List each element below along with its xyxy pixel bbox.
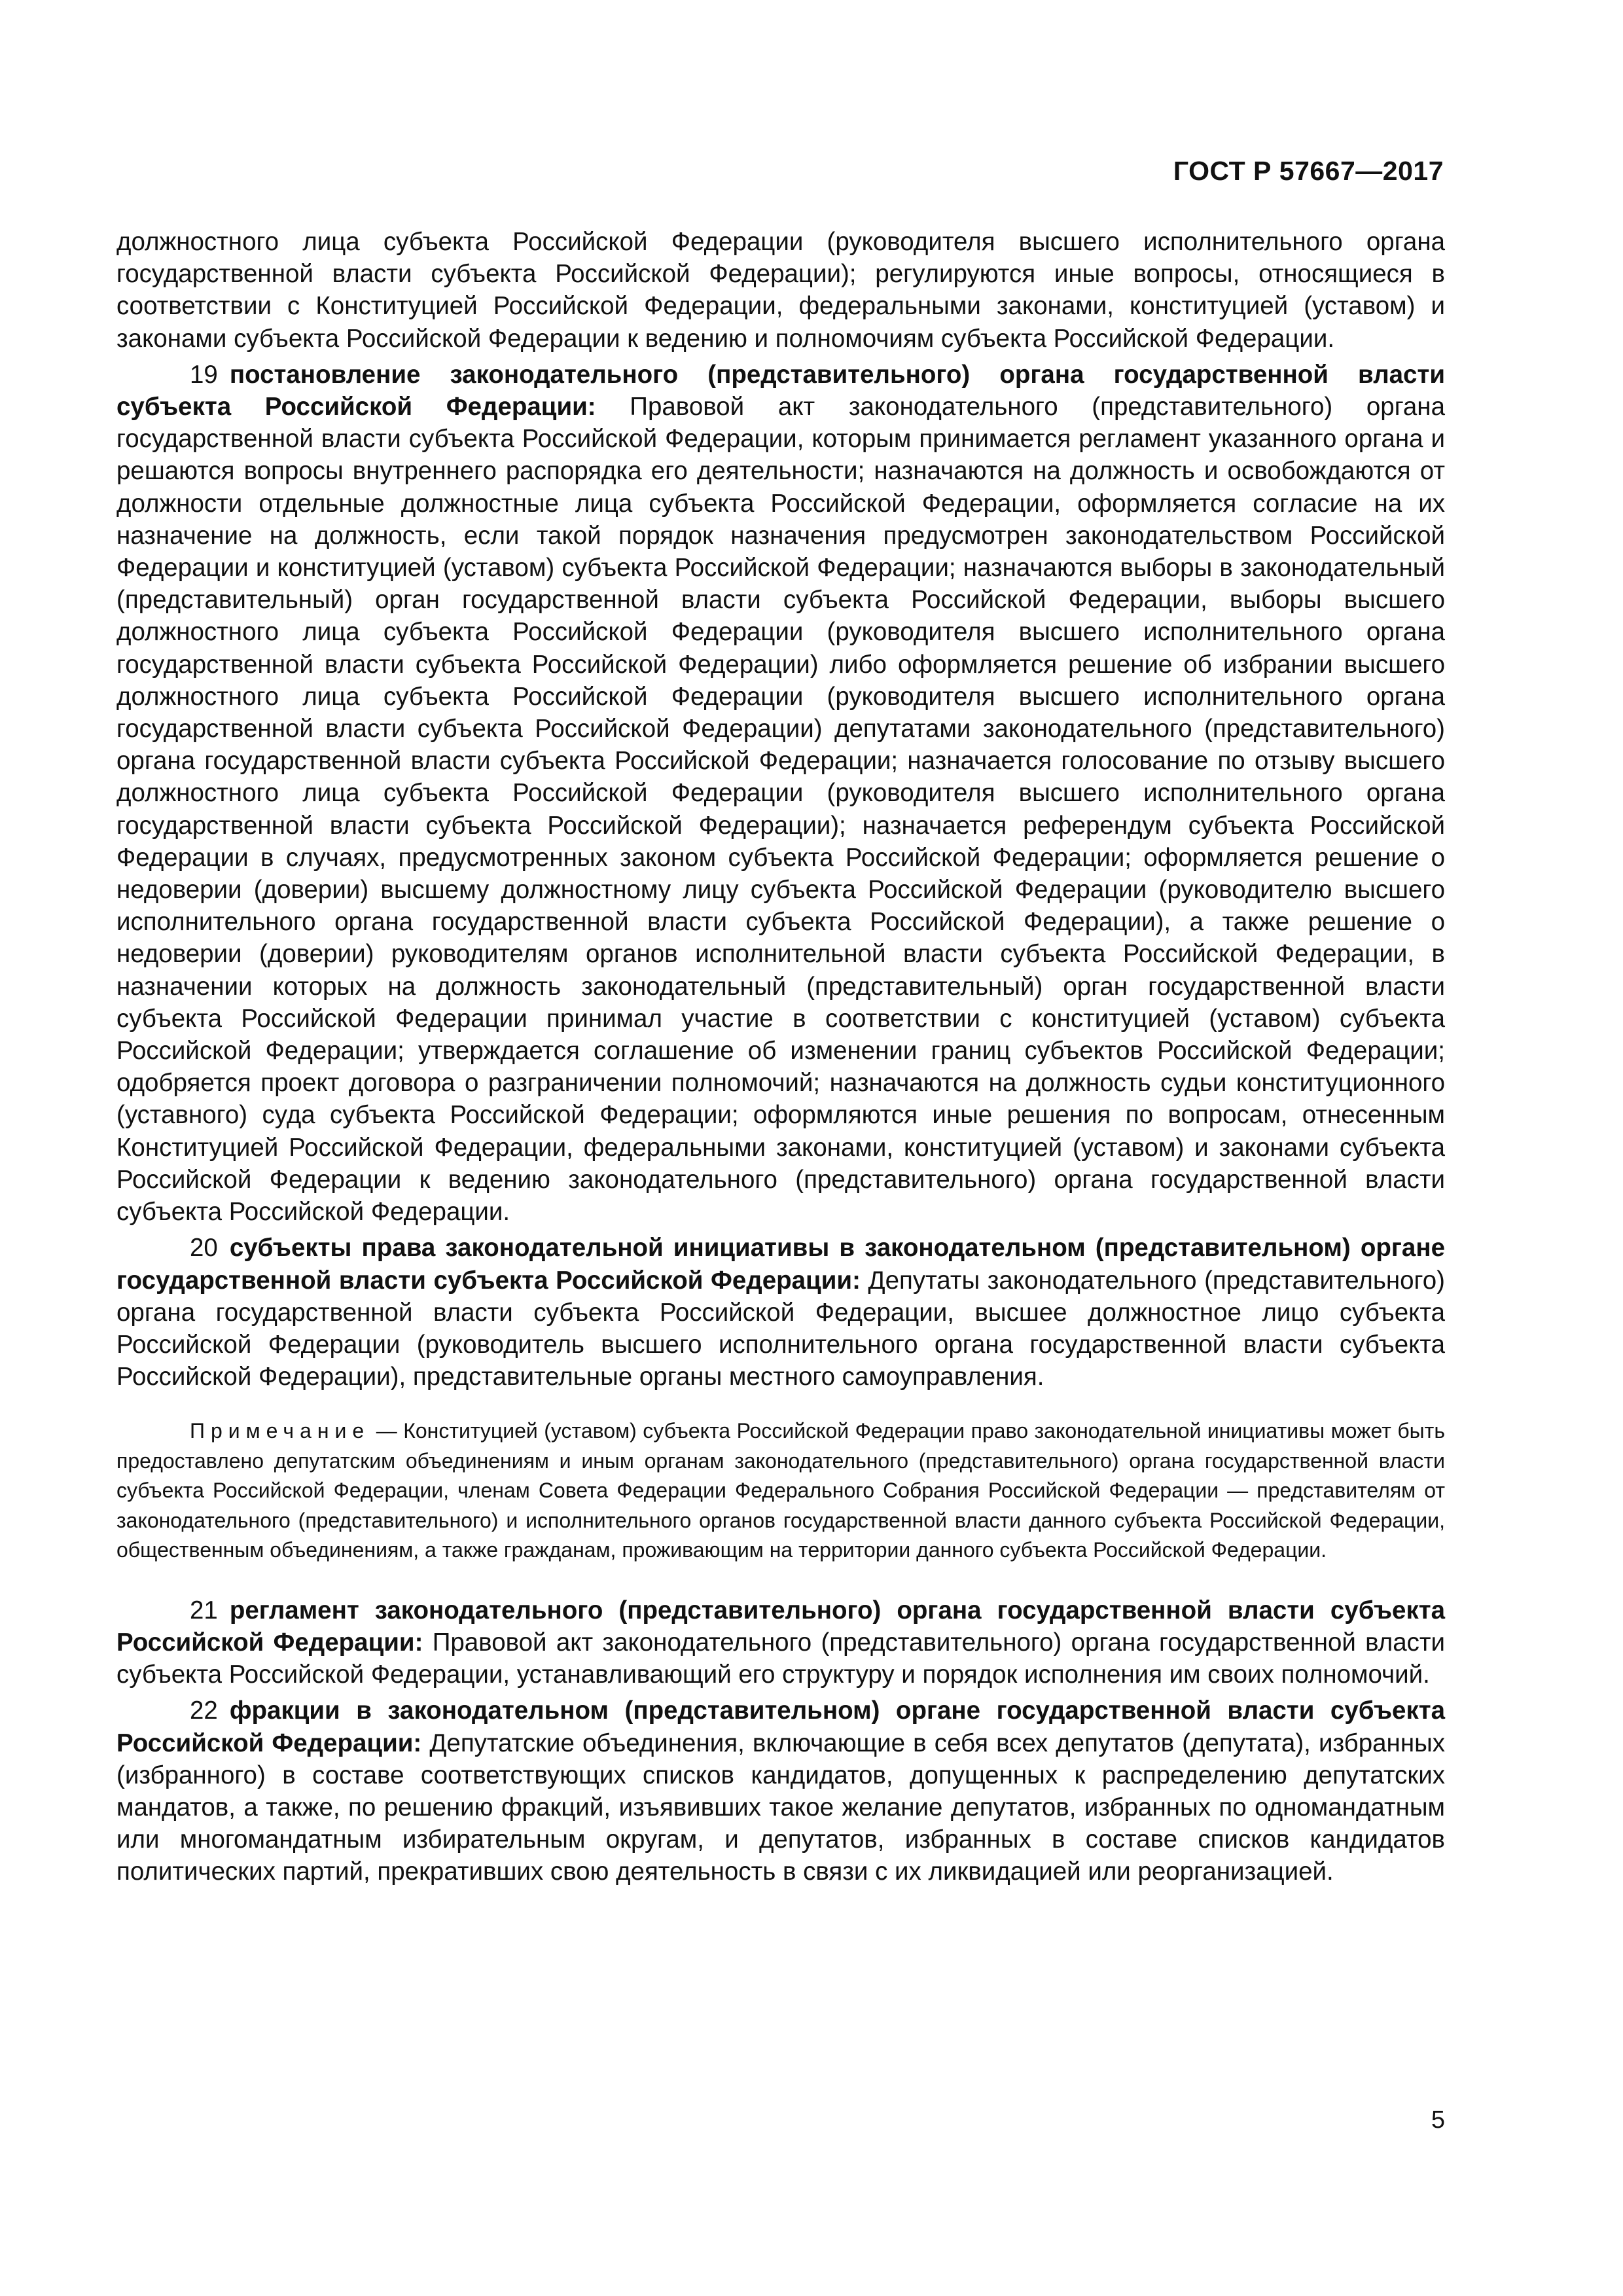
term-heading: фракции в законодательном (представительном) органе государственной власти субъекта Российской Федерации: (116, 1696, 1445, 1757)
term-number: 22 (190, 1696, 218, 1725)
term-heading: регламент законодательного (представительного) органа государственной власти субъекта Российской Федерации: (116, 1596, 1445, 1657)
term-20 (116, 1232, 1445, 1393)
term-number: 19 (190, 360, 218, 389)
term-definition: Депутатские объединения, включающие в себя всех депутатов (депутата), избранных (избранного) в составе соответствующих списков кандидатов, допущенных к распределению депутатских мандатов, а также, по решению фракций, изъявивших такое желание депутатов, избранных по одномандатным или многомандатным избирательным округам, и депутатов, избранных в составе списков кандидатов политических партий, прекративших свою деятельность в связи с их ликвидацией или реорганизацией. (116, 1729, 1446, 1886)
term-22 (116, 1695, 1445, 1888)
continuation-paragraph: должностного лица субъекта Российской Федерации (руководителя высшего исполнительного органа государственной власти субъекта Российской Федерации); регулируются иные вопросы, относящиеся в соответствии с Конституцией Российской Федерации, федеральными законами, конституцией (уставом) и законами субъекта Российской Федерации к ведению и полномочиям субъекта Российской Федерации. (116, 228, 1445, 353)
term-number: 20 (190, 1234, 218, 1263)
term-definition: Правовой акт законодательного (представительного) органа государственной власти субъекта Российской Федерации, устанавливающий его структуру и порядок исполнения им своих полномочий. (116, 1628, 1445, 1689)
term-21 (116, 1594, 1445, 1691)
standard-id: ГОСТ Р 57667—2017 (1173, 156, 1444, 186)
note (116, 1416, 1445, 1566)
note-dash: — (376, 1419, 397, 1443)
page-number: 5 (1431, 2106, 1445, 2134)
document-body (116, 226, 1445, 1888)
term-19 (116, 359, 1445, 1228)
term-definition: Правовой акт законодательного (представительного) органа государственной власти субъекта Российской Федерации, которым принимается регламент указанного органа и решаются вопросы внутреннего распорядка его деятельности; назначаются на должность и освобождаются от должности отдельные должностные лица субъекта Российской Федерации, оформляется согласие на их назначение на должность, если такой порядок назначения предусмотрен законодательством Российской Федерации и конституцией (уставом) субъекта Российской Федерации; назначаются выборы в законодательный (представительный) орган государственной власти субъекта Российской Федерации, выборы высшего должностного лица субъекта Российской Федерации (руководителя высшего исполнительного органа государственной власти субъекта Российской Федерации) либо оформляется решение об избрании высшего должностного лица субъекта Российской Федерации (руководителя высшего исполнительного органа государственной власти субъекта Российской Федерации) депутатами законодательного (представительного) органа государственной власти субъекта Российской Федерации; назначается голосование по отзыву высшего должностного лица субъекта Российской Федерации (руководителя высшего исполнительного органа государственной власти субъекта Российской Федерации); назначается референдум субъекта Российской Федерации в случаях, предусмотренных законом субъекта Российской Федерации; оформляется решение о недоверии (доверии) высшему должностному лицу субъекта Российской Федерации (руководителю высшего исполнительного органа государственной власти субъекта Российской Федерации), а также решение о недоверии (доверии) руководителям органов исполнительной власти субъекта Российской Федерации, в назначении которых на должность законодательный (представительный) орган государственной власти субъекта Российской Федерации принимал участие в соответствии с конституцией (уставом) субъекта Российской Федерации; утверждается соглашение об изменении границ субъектов Российской Федерации; одобряется проект договора о разграничении полномочий; назначаются на должность судьи конституционного (уставного) суда субъекта Российской Федерации; оформляются иные решения по вопросам, отнесенным Конституцией Российской Федерации, федеральными законами, конституцией (уставом) и законами субъекта Российской Федерации к ведению законодательного (представительного) органа государственной власти субъекта Российской Федерации. (116, 393, 1445, 1227)
note-text: Конституцией (уставом) субъекта Российской Федерации право законодательной инициативы может быть предоставлено депутатским объединениям и иным органам законодательного (представительного) органа государственной власти субъекта Российской Федерации, членам Совета Федерации Федерального Собрания Российской Федерации — представителям от законодательного (представительного) и исполнительного органов государственной власти данного субъекта Российской Федерации, общественным объединениям, а также гражданам, проживающим на территории данного субъекта Российской Федерации. (116, 1419, 1446, 1562)
note-label: Примечание (190, 1419, 370, 1443)
term-definition: Депутаты законодательного (представительного) органа государственной власти субъекта Российской Федерации, высшее должностное лицо субъекта Российской Федерации (руководитель высшего исполнительного органа государственной власти субъекта Российской Федерации), представительные органы местного самоуправления. (116, 1266, 1445, 1391)
term-heading: субъекты права законодательной инициативы в законодательном (представительном) органе государственной власти субъекта Российской Федерации: (116, 1234, 1445, 1295)
term-heading: постановление законодательного (представительного) органа государственной власти субъекта Российской Федерации: (116, 360, 1445, 422)
term-number: 21 (190, 1596, 218, 1624)
